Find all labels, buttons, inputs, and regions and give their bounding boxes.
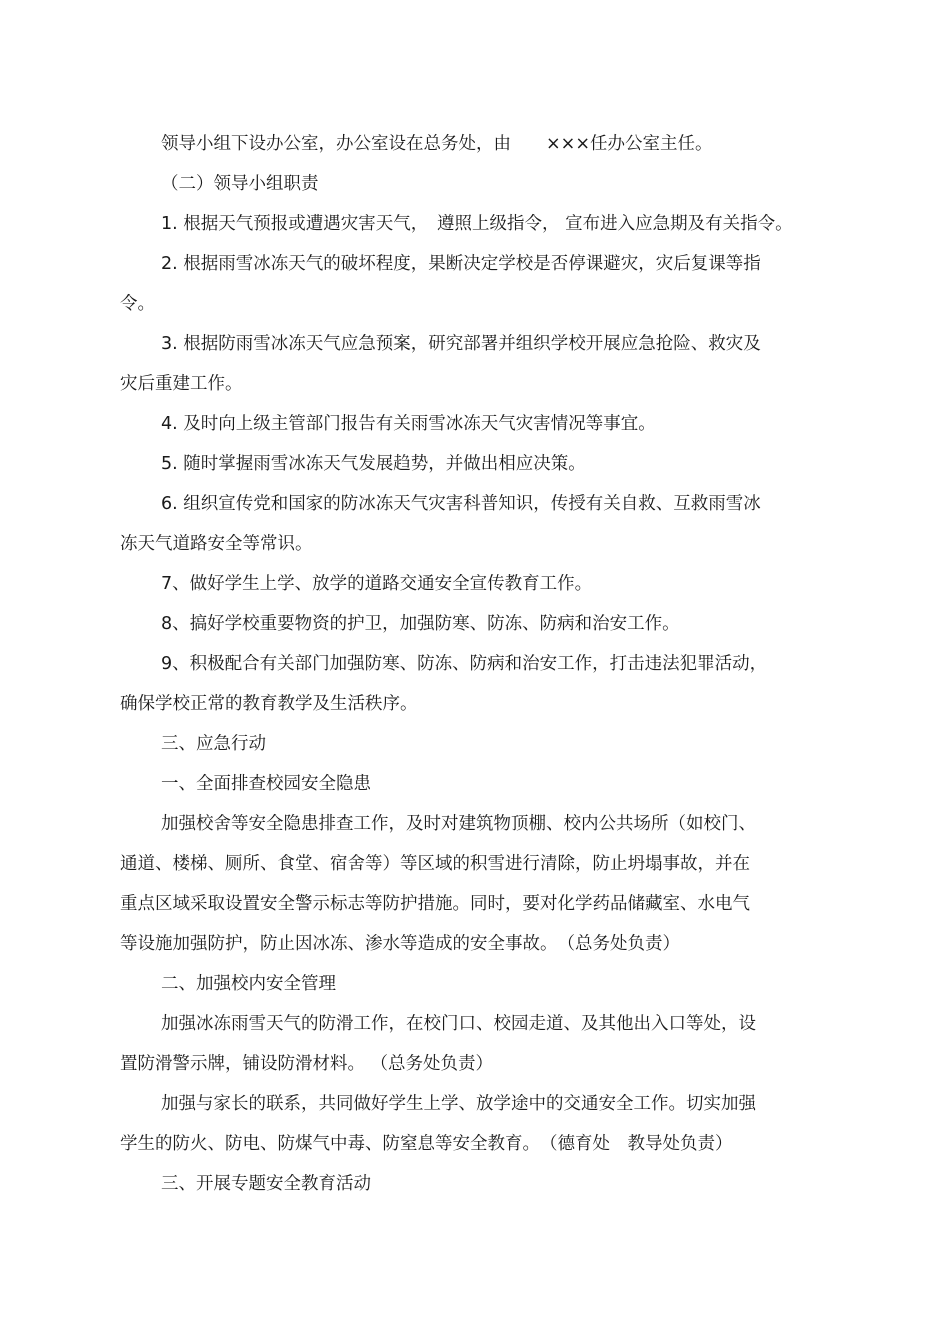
paragraph-line: 加强校舍等安全隐患排查工作，及时对建筑物顶棚、校内公共场所（如校门、 <box>161 814 756 834</box>
list-item: 4. 及时向上级主管部门报告有关雨雪冰冻天气灾害情况等事宜。 <box>161 414 656 434</box>
subsection-heading: 三、开展专题安全教育活动 <box>161 1174 371 1194</box>
list-item: 2. 根据雨雪冰冻天气的破坏程度，果断决定学校是否停课避灾，灾后复课等指 <box>161 254 761 274</box>
section-heading: 三、应急行动 <box>161 734 266 754</box>
list-item: 9、积极配合有关部门加强防寒、防冻、防病和治安工作，打击违法犯罪活动， <box>161 654 768 674</box>
paragraph-line: 加强与家长的联系，共同做好学生上学、放学途中的交通安全工作。切实加强 <box>161 1094 756 1114</box>
paragraph-line: 置防滑警示牌，铺设防滑材料。 （总务处负责） <box>120 1054 494 1074</box>
subsection-heading: 二、加强校内安全管理 <box>161 974 336 994</box>
paragraph-line: 学生的防火、防电、防煤气中毒、防窒息等安全教育。 （德育处 教导处负责） <box>120 1134 733 1154</box>
list-item-continuation: 灾后重建工作。 <box>120 374 243 394</box>
list-item: 7、做好学生上学、放学的道路交通安全宣传教育工作。 <box>161 574 593 594</box>
section-heading: （二）领导小组职责 <box>161 174 319 194</box>
paragraph-line: 等设施加强防护，防止因冰冻、渗水等造成的安全事故。 （总务处负责） <box>120 934 680 954</box>
list-item-continuation: 确保学校正常的教育教学及生活秩序。 <box>120 694 418 714</box>
list-item: 8、搞好学校重要物资的护卫，加强防寒、防冻、防病和治安工作。 <box>161 614 680 634</box>
paragraph-line: 通道、楼梯、厕所、食堂、宿舍等）等区域的积雪进行清除，防止坍塌事故，并在 <box>120 854 750 874</box>
paragraph-line: 加强冰冻雨雪天气的防滑工作，在校门口、校园走道、及其他出入口等处，设 <box>161 1014 756 1034</box>
list-item-continuation: 冻天气道路安全等常识。 <box>120 534 313 554</box>
list-item: 6. 组织宣传党和国家的防冰冻天气灾害科普知识，传授有关自救、互救雨雪冰 <box>161 494 761 514</box>
list-item: 5. 随时掌握雨雪冰冻天气发展趋势，并做出相应决策。 <box>161 454 586 474</box>
list-item-continuation: 令。 <box>120 294 155 314</box>
paragraph-line: 重点区域采取设置安全警示标志等防护措施。同时，要对化学药品储藏室、水电气 <box>120 894 750 914</box>
text-line: 领导小组下设办公室，办公室设在总务处，由 ×××任办公室主任。 <box>161 134 713 154</box>
list-item: 1. 根据天气预报或遭遇灾害天气， 遵照上级指令， 宣布进入应急期及有关指令。 <box>161 214 793 234</box>
subsection-heading: 一、全面排查校园安全隐患 <box>161 774 371 794</box>
list-item: 3. 根据防雨雪冰冻天气应急预案，研究部署并组织学校开展应急抢险、救灾及 <box>161 334 761 354</box>
